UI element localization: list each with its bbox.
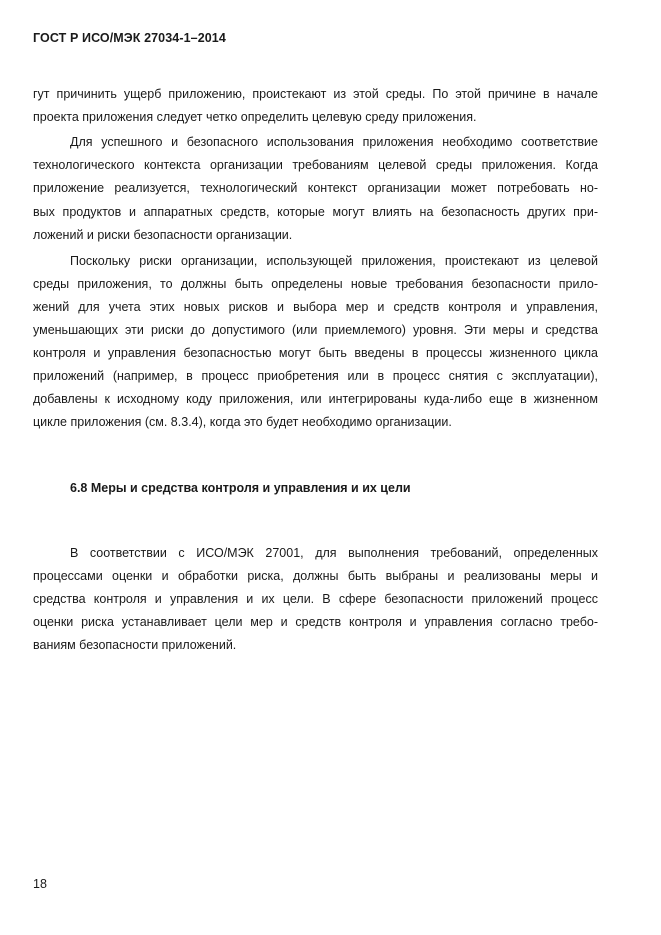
text-line: контроля и управления безопасностью могут быть введены в процессы жизненного цикла [33,346,598,360]
text-line: Для успешного и безопасного использования приложения необходимо соответствие [70,135,598,149]
text-line: оценки риска устанавливает цели мер и средств контроля и управления согласно требо- [33,615,598,629]
section-heading: 6.8 Меры и средства контроля и управления и их цели [70,481,411,495]
text-line: приложений (например, в процесс приобретения или в процесс снятия с эксплуатации), [33,369,598,383]
text-line: ваниям безопасности приложений. [33,638,237,652]
document-header: ГОСТ Р ИСО/МЭК 27034-1–2014 [33,31,226,45]
text-line: уменьшающих эти риски до допустимого (или приемлемого) уровня. Эти меры и средства [33,323,598,337]
text-line: приложение реализуется, технологический контекст организации может потребовать но- [33,181,598,195]
text-line: вых продуктов и аппаратных средств, которые могут влиять на безопасность других при- [33,205,598,219]
text-line: технологического контекста организации требованиям целевой среды приложения. Когда [33,158,598,172]
text-line: ложений и риски безопасности организации. [33,228,293,242]
text-line: цикле приложения (см. 8.3.4), когда это будет необходимо организации. [33,415,452,429]
text-line: процессами оценки и обработки риска, должны быть выбраны и реализованы меры и [33,569,598,583]
text-line: жений для учета этих новых рисков и выбора мер и средств контроля и управления, [33,300,598,314]
text-line: средства контроля и управления и их цели. В сфере безопасности приложений процесс [33,592,598,606]
text-line: Поскольку риски организации, использующей приложения, проистекают из целевой [70,254,598,268]
text-line: гут причинить ущерб приложению, проистекают из этой среды. По этой причине в начале [33,87,598,101]
text-line: среды приложения, то должны быть определены новые требования безопасности прило- [33,277,598,291]
text-line: В соответствии с ИСО/МЭК 27001, для выполнения требований, определенных [70,546,598,560]
text-line: добавлены к исходному коду приложения, или интегрированы куда-либо еще в жизненном [33,392,598,406]
page-number: 18 [33,877,47,891]
text-line: проекта приложения следует четко определить целевую среду приложения. [33,110,477,124]
